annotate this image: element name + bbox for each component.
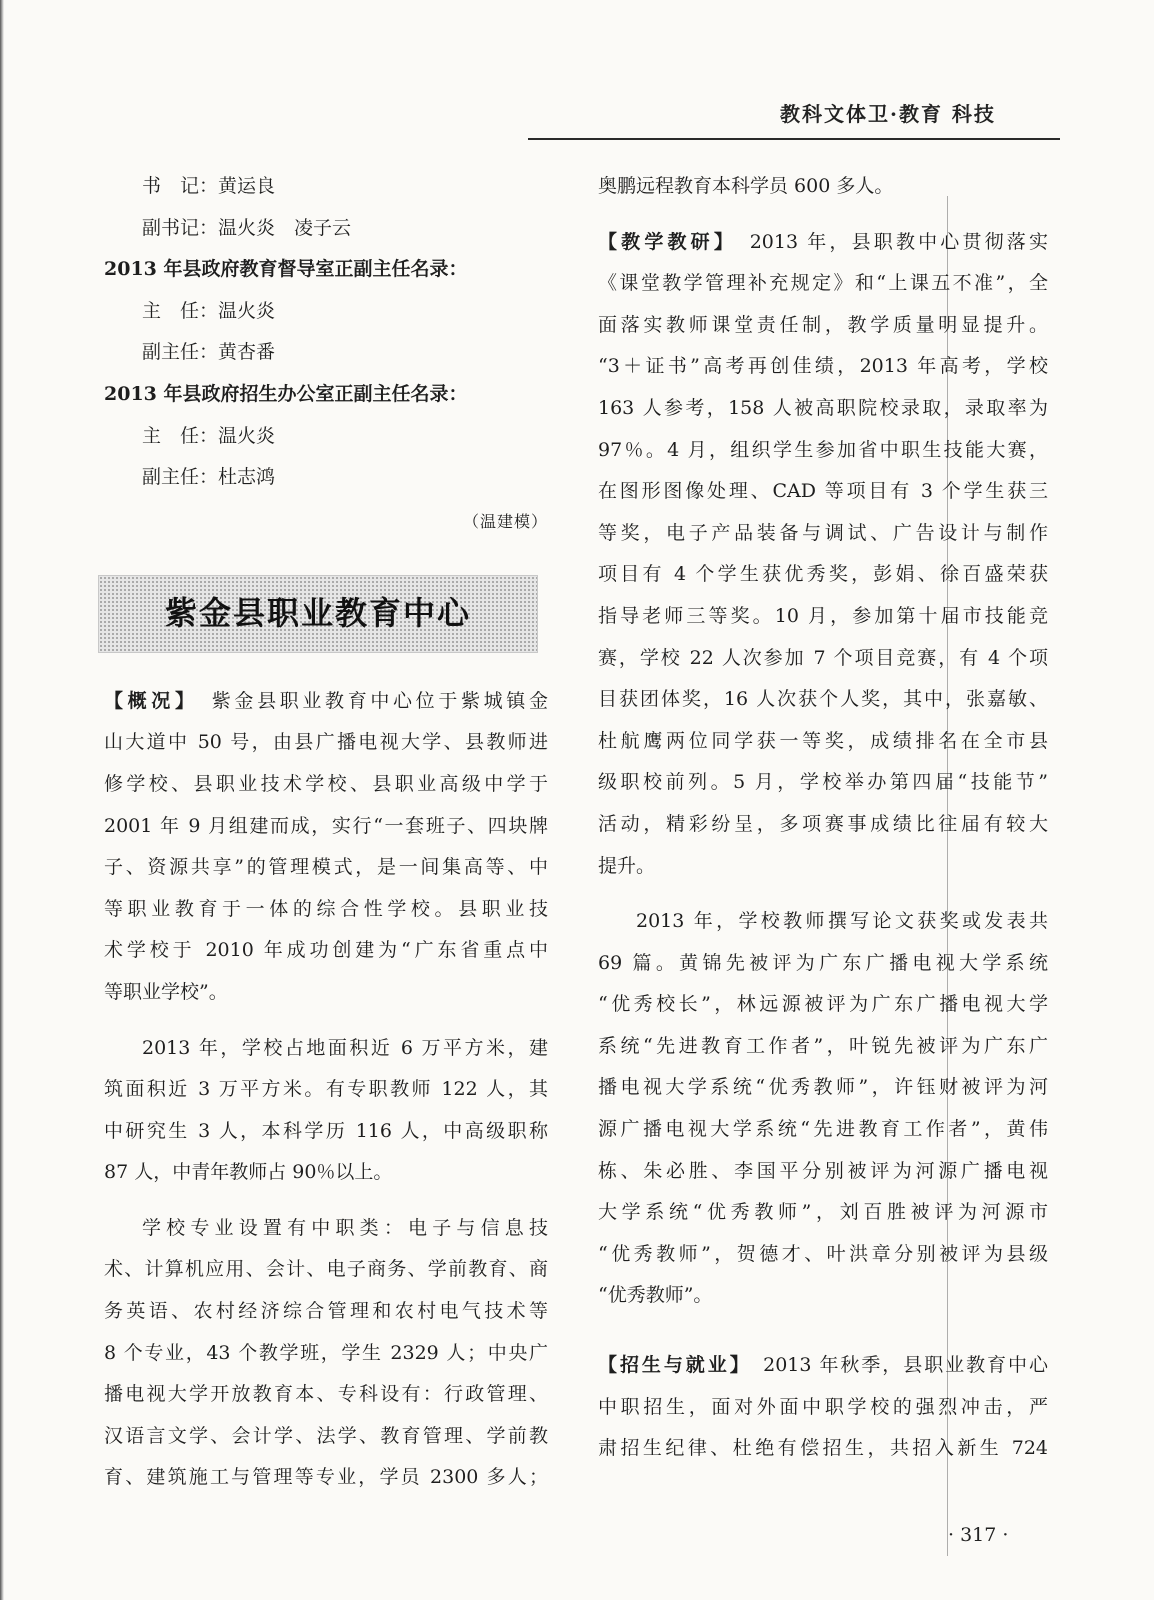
paragraph-line: 大学系统“优秀教师”，刘百胜被评为河源市: [598, 1201, 1048, 1224]
paragraph-line: 汉语言文学、会计学、法学、教育管理、学前教: [104, 1424, 548, 1447]
teaching-tag: 【教学教研】: [598, 230, 728, 253]
enrollment-tag: 【招生与就业】: [598, 1354, 743, 1377]
leader-line: 主 任：温火炎: [142, 299, 276, 322]
paragraph-line: 赛，学校 22 人次参加 7 个项目竞赛，有 4 个项: [598, 646, 1048, 669]
paragraph-line: 2013 年，学校占地面积近 6 万平方米，建: [142, 1036, 548, 1059]
paragraph-line: 2013 年，学校教师撰写论文获奖或发表共: [636, 910, 1048, 933]
paragraph-line: “3＋证书”高考再创佳绩，2013 年高考，学校: [598, 355, 1048, 378]
overview-first-line: 【概况】 紫金县职业教育中心位于紫城镇金: [104, 689, 548, 712]
paragraph-line: 《课堂教学管理补充规定》和“上课五不准”，全: [598, 272, 1048, 295]
paragraph-line: 学校专业设置有中职类：电子与信息技: [142, 1216, 548, 1239]
paragraph-line: 提升。: [598, 854, 656, 877]
paragraph-line: 指导老师三等奖。10 月，参加第十届市技能竞: [598, 604, 1048, 627]
enrollment-first-line: 【招生与就业】 2013 年秋季，县职业教育中心: [598, 1354, 1048, 1377]
paragraph-line: 术学校于 2010 年成功创建为“广东省重点中: [104, 939, 548, 962]
overview-tag: 【概况】: [104, 689, 190, 712]
paragraph-line: 等奖，电子产品装备与调试、广告设计与制作: [598, 521, 1048, 544]
leader-line: 副主任：杜志鸿: [142, 466, 276, 489]
leader-line: 副主任：黄杏番: [142, 341, 276, 364]
paragraph-gap: [104, 1194, 548, 1208]
paragraph-line: 等职业学校”。: [104, 980, 228, 1003]
paragraph-line: 项目有 4 个学生获优秀奖，彭娟、徐百盛荣获: [598, 563, 1048, 586]
admissions-heading: 2013 年县政府招生办公室正副主任名录：: [104, 382, 468, 405]
left-column: [104, 166, 548, 1499]
section-title-box: [98, 575, 538, 653]
paragraph-line: “优秀教师”，贺德才、叶洪章分别被评为县级: [598, 1242, 1048, 1265]
page-number: · 317 ·: [948, 1524, 1009, 1546]
section-title: 紫金县职业教育中心: [164, 593, 471, 632]
paragraph-line: 97％。4 月，组织学生参加省中职生技能大赛，: [598, 438, 1048, 461]
paragraph-line: 肃招生纪律、杜绝有偿招生，共招入新生 724: [598, 1437, 1048, 1460]
paragraph-line: 2001 年 9 月组建而成，实行“一套班子、四块牌: [104, 814, 548, 837]
paragraph-line: 务英语、农村经济综合管理和农村电气技术等: [104, 1300, 548, 1323]
paragraph-line: 面落实教师课堂责任制，教学质量明显提升。: [598, 313, 1048, 336]
paragraph-gap: [598, 1317, 1048, 1331]
paragraph-line: 目获团体奖，16 人次获个人奖，其中，张嘉敏、: [598, 688, 1048, 711]
running-head: 教科文体卫·教育 科技: [780, 102, 996, 126]
paragraph-line: 8 个专业，43 个教学班，学生 2329 人；中央广: [104, 1341, 548, 1364]
paragraph-gap: [598, 1331, 1048, 1345]
paragraph-line: “优秀校长”，林远源被评为广东广播电视大学: [598, 993, 1048, 1016]
paragraph-line: 山大道中 50 号，由县广播电视大学、县教师进: [104, 731, 548, 754]
paragraph-line: 播电视大学开放教育本、专科设有：行政管理、: [104, 1383, 548, 1406]
paragraph-line: 中研究生 3 人，本科学历 116 人，中高级职称: [104, 1119, 548, 1142]
paragraph-line: 等职业教育于一体的综合性学校。县职业技: [104, 897, 548, 920]
paragraph-line: 163 人参考，158 人被高职院校录取，录取率为: [598, 396, 1048, 419]
supervision-heading: 2013 年县政府教育督导室正副主任名录：: [104, 258, 468, 281]
paragraph-line: 栋、朱必胜、李国平分别被评为河源广播电视: [598, 1159, 1048, 1182]
paragraph-line: 活动，精彩纷呈，多项赛事成绩比往届有较大: [598, 812, 1048, 835]
paragraph-line: 源广播电视大学系统“先进教育工作者”，黄伟: [598, 1118, 1048, 1141]
paragraph-gap: [104, 1014, 548, 1028]
paragraph-line: 子、资源共享”的管理模式，是一间集高等、中: [104, 856, 548, 879]
scan-edge: [0, 0, 4, 1600]
paragraph-line: 级职校前列。5 月，学校举办第四届“技能节”: [598, 771, 1048, 794]
header-rule: [528, 138, 1060, 140]
paragraph-line: “优秀教师”。: [598, 1284, 713, 1307]
paragraph-line: 87 人，中青年教师占 90％以上。: [104, 1161, 393, 1184]
paragraph-line: 69 篇。黄锦先被评为广东广播电视大学系统: [598, 951, 1048, 974]
paragraph-line: 在图形图像处理、CAD 等项目有 3 个学生获三: [598, 480, 1048, 503]
paragraph-line: 播电视大学系统“优秀教师”，许钰财被评为河: [598, 1076, 1048, 1099]
leader-line: 副书记：温火炎 凌子云: [142, 216, 352, 239]
paragraph-line: 系统“先进教育工作者”，叶锐先被评为广东广: [598, 1034, 1048, 1057]
paragraph-line: 中职招生，面对外面中职学校的强烈冲击，严: [598, 1395, 1048, 1418]
teaching-first-line: 【教学教研】 2013 年，县职教中心贯彻落实: [598, 230, 1048, 253]
paragraph-line: 修学校、县职业技术学校、县职业高级中学于: [104, 772, 548, 795]
paragraph-line: 育、建筑施工与管理等专业，学员 2300 多人；: [104, 1466, 548, 1489]
right-column: [598, 166, 1048, 1470]
paragraph-gap: [598, 208, 1048, 222]
paragraph-line: 术、计算机应用、会计、电子商务、学前教育、商: [104, 1258, 548, 1281]
paragraph-line: 杜航鹰两位同学获一等奖，成绩排名在全市县: [598, 729, 1048, 752]
leader-line: 主 任：温火炎: [142, 424, 276, 447]
paragraph-gap: [598, 887, 1048, 901]
author-credit: （温建模）: [462, 511, 548, 531]
leader-line: 书 记：黄运良: [142, 175, 276, 197]
continued-line: 奥鹏远程教育本科学员 600 多人。: [598, 175, 894, 197]
paragraph-line: 筑面积近 3 万平方米。有专职教师 122 人，其: [104, 1078, 548, 1101]
